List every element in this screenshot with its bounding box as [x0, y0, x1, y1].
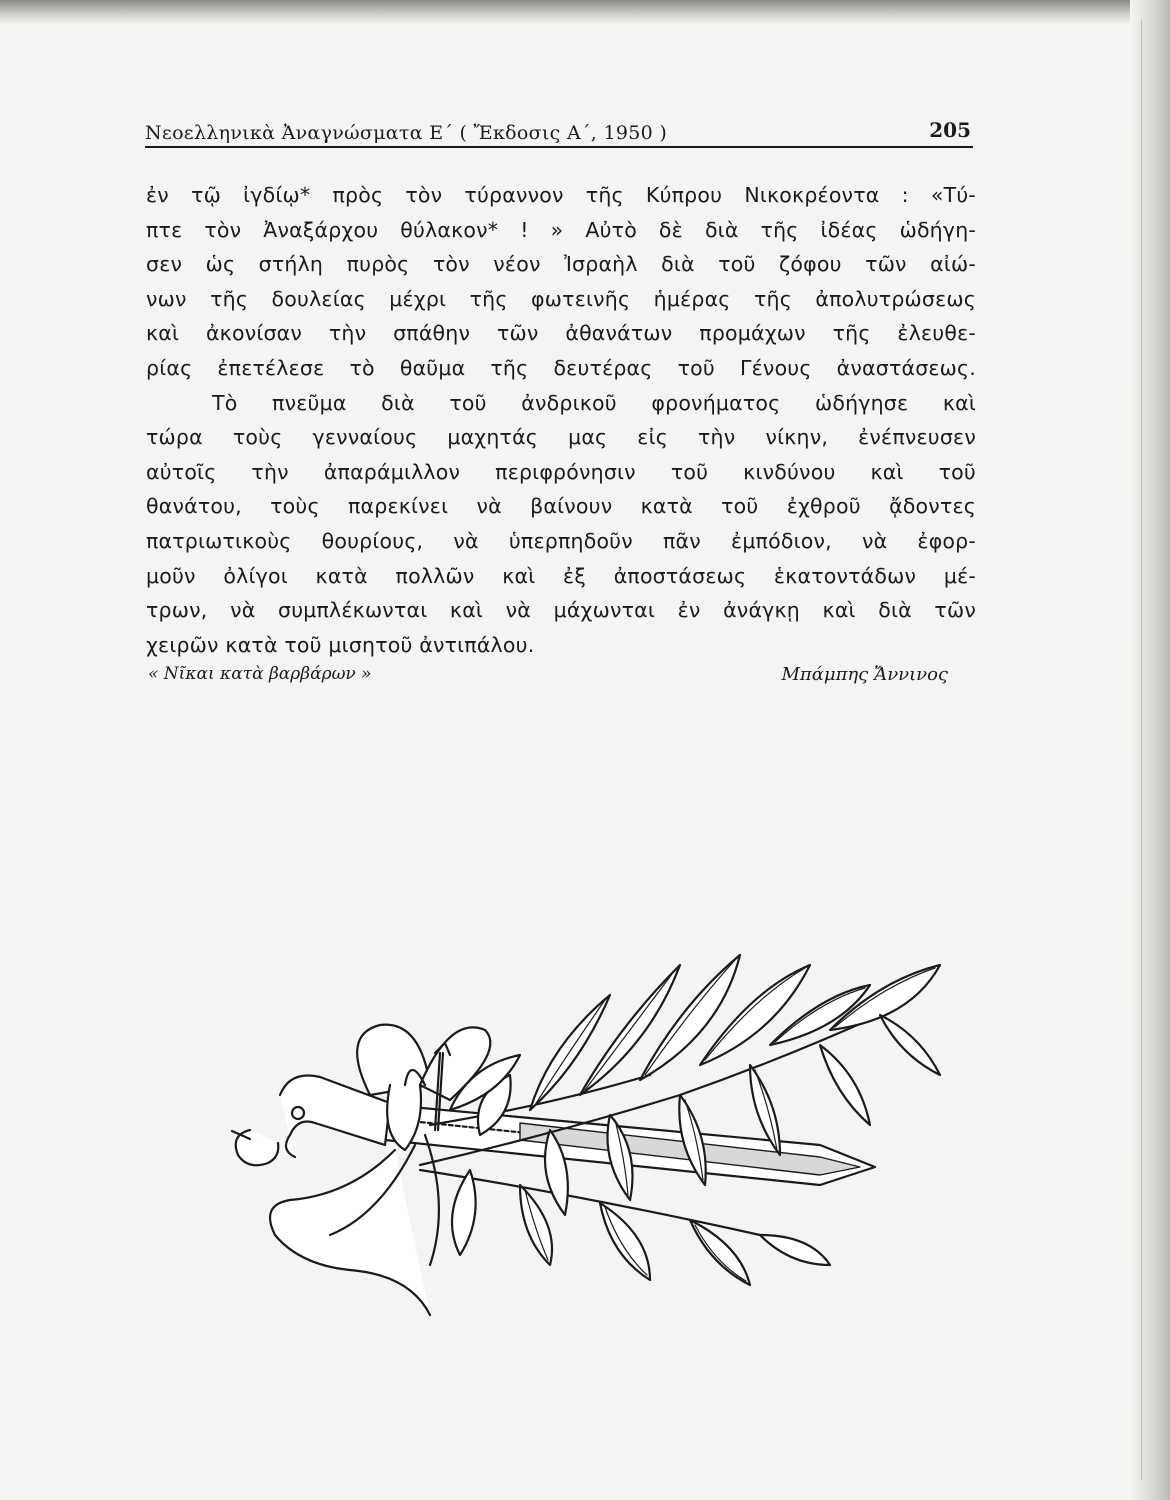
- header-title: Νεοελληνικὰ Ἀναγνώσματα Ε΄ ( Ἔκδοσις Α΄, 1950 ): [145, 122, 668, 144]
- ribbon-bow: [270, 1025, 490, 1315]
- laurel-sword-illustration: [220, 935, 960, 1355]
- text-line: ἐν τῷ ἰγδίῳ* πρὸς τὸν τύραννον τῆς Κύπρου Νικοκρέοντα : «Τύ-: [146, 183, 976, 207]
- body-text: [146, 178, 976, 662]
- header-rule: [145, 146, 973, 148]
- text-line: μοῦν ὀλίγοι κατὰ πολλῶν καὶ ἐξ ἀποστάσεως ἑκατοντάδων μέ-: [146, 563, 976, 588]
- text-line: τρων, νὰ συμπλέκωνται καὶ νὰ μάχωνται ἐν ἀνάγκῃ καὶ διὰ τῶν: [146, 598, 976, 623]
- scan-top-edge: [0, 0, 1170, 24]
- text-line: σεν ὡς στήλη πυρὸς τὸν νέον Ἰσραὴλ διὰ τοῦ ζόφου τῶν αἰώ-: [146, 252, 976, 277]
- text-line: τώρα τοὺς γενναίους μαχητάς μας εἰς τὴν νίκην, ἐνέπνευσεν: [146, 425, 976, 450]
- scan-right-edge: [1130, 0, 1170, 1500]
- text-line: Τὸ πνεῦμα διὰ τοῦ ἀνδρικοῦ φρονήματος ὡδήγησε καὶ: [212, 390, 976, 415]
- author-name: Μπάμπης Ἄννινος: [781, 664, 948, 685]
- text-line: καὶ ἀκονίσαν τὴν σπάθην τῶν ἀθανάτων προμάχων τῆς ἐλευθε-: [146, 321, 976, 346]
- text-line: ρίας ἐπετέλεσε τὸ θαῦμα τῆς δευτέρας τοῦ Γένους ἀναστάσεως.: [146, 355, 976, 380]
- text-line: πτε τὸν Ἀναξάρχου θύλακον* ! » Αὐτὸ δὲ διὰ τῆς ἰδέας ὡδήγη-: [146, 217, 976, 242]
- source-citation: « Νῖκαι κατὰ βαρβάρων »: [148, 664, 372, 684]
- running-header: [145, 112, 973, 148]
- text-line: χειρῶν κατὰ τοῦ μισητοῦ ἀντιπάλου.: [146, 632, 535, 657]
- text-line: νων τῆς δουλείας μέχρι τῆς φωτεινῆς ἡμέρας τῆς ἀπολυτρώσεως: [146, 286, 976, 311]
- page-number: 205: [929, 118, 971, 142]
- page-edge-line: [1141, 20, 1142, 1480]
- text-line: αὐτοῖς τὴν ἀπαράμιλλον περιφρόνησιν τοῦ κινδύνου καὶ τοῦ: [146, 459, 976, 484]
- text-line: πατριωτικοὺς θουρίους, νὰ ὑπερπηδοῦν πᾶν ἐμπόδιον, νὰ ἐφορ-: [146, 528, 976, 553]
- text-line: θανάτου, τοὺς παρεκίνει νὰ βαίνουν κατὰ τοῦ ἐχθροῦ ᾄδοντες: [146, 494, 976, 519]
- attribution-row: [148, 664, 948, 694]
